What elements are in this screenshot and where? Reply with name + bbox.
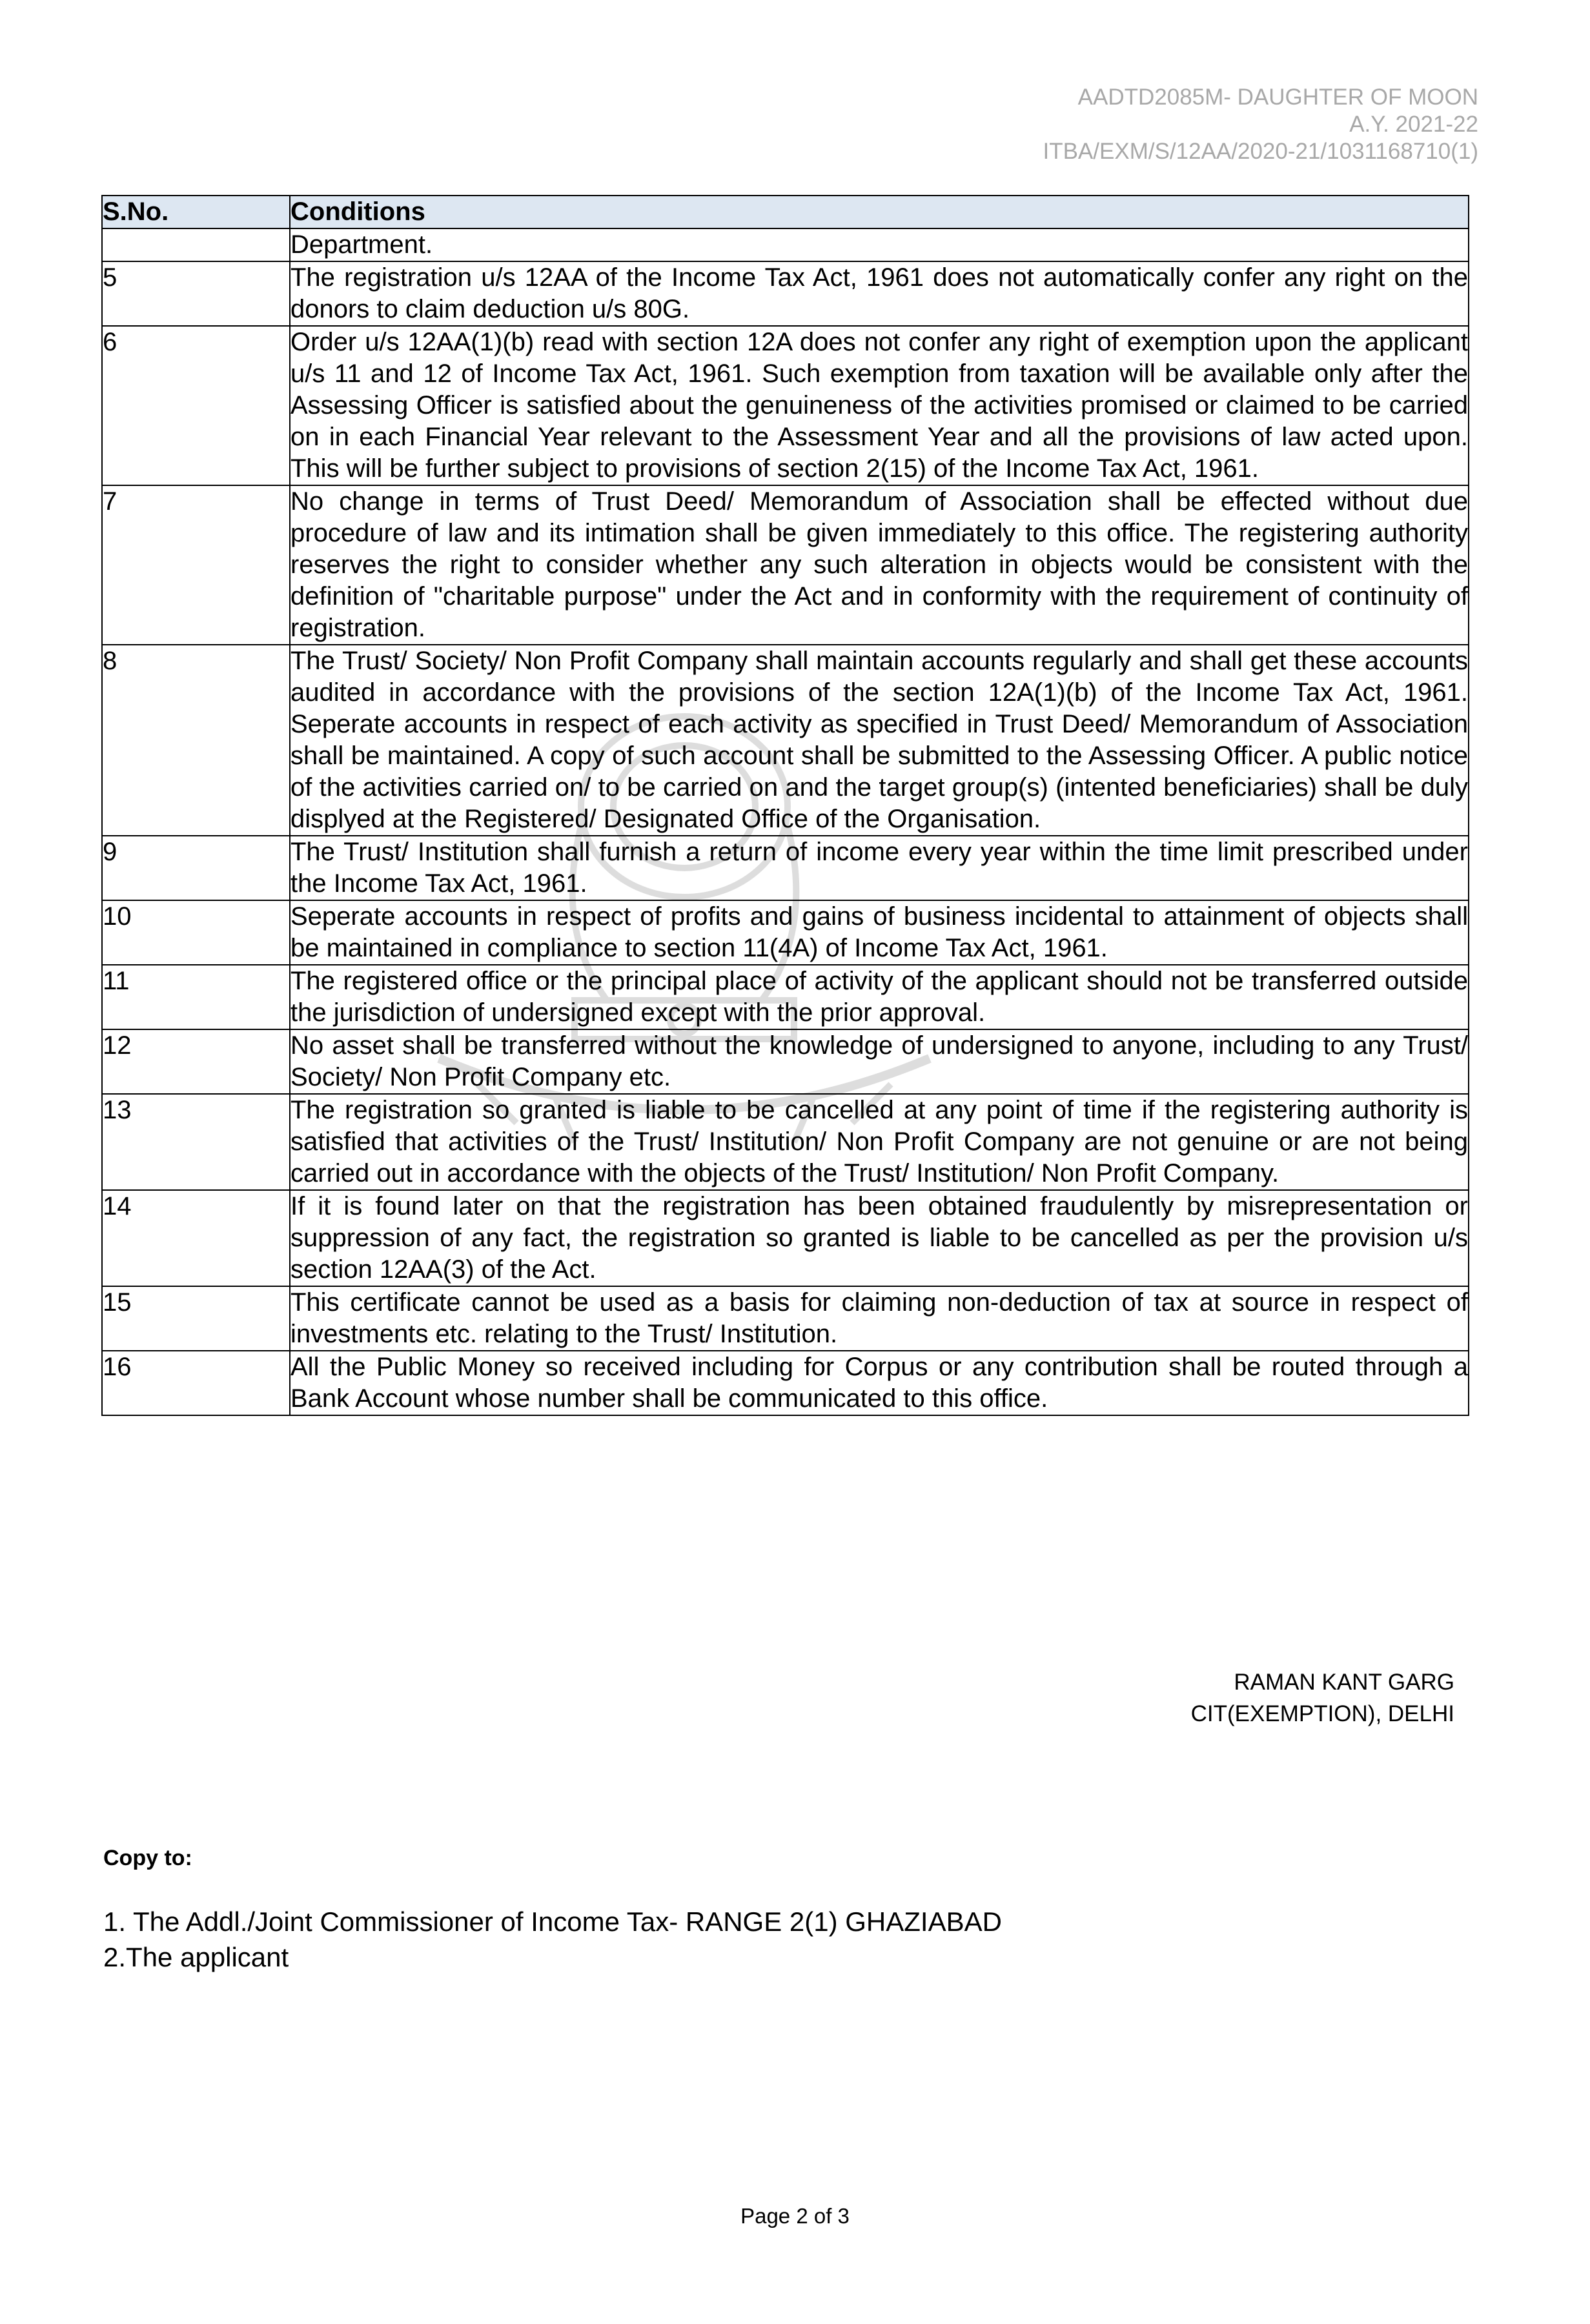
table-row bbox=[102, 900, 1469, 965]
row-sno: 9 bbox=[102, 836, 290, 900]
table-row bbox=[102, 326, 1469, 485]
conditions-table bbox=[101, 195, 1469, 1416]
row-condition-text: The registration so granted is liable to be cancelled at any point of time if the registering authority is satisfied that activities of the Trust/ Institution/ Non Profit Company are not genuine or are not being carried out in accordance with the objects of the Trust/ Institution/ Non Profit Company. bbox=[290, 1094, 1469, 1190]
row-sno: 13 bbox=[102, 1094, 290, 1190]
table-row bbox=[102, 836, 1469, 900]
row-condition-text: No asset shall be transferred without the knowledge of undersigned to anyone, including to any Trust/ Society/ Non Profit Company etc. bbox=[290, 1029, 1469, 1094]
row-condition-text: Seperate accounts in respect of profits and gains of business incidental to attainment of objects shall be maintained in compliance to section 11(4A) of Income Tax Act, 1961. bbox=[290, 900, 1469, 965]
row-sno: 6 bbox=[102, 326, 290, 485]
row-sno bbox=[102, 228, 290, 261]
row-sno: 5 bbox=[102, 261, 290, 326]
assessment-year-line: A.Y. 2021-22 bbox=[1349, 112, 1478, 137]
document-reference-header bbox=[1043, 84, 1478, 165]
table-row bbox=[102, 1029, 1469, 1094]
row-condition-text: This certificate cannot be used as a basis for claiming non-deduction of tax at source in respect of investments etc. relating to the Trust/ Institution. bbox=[290, 1286, 1469, 1351]
row-condition-text: The registered office or the principal place of activity of the applicant should not be transferred outside the jurisdiction of undersigned except with the prior approval. bbox=[290, 965, 1469, 1029]
copy-to-list bbox=[103, 1904, 1002, 1975]
row-sno: 16 bbox=[102, 1351, 290, 1415]
page-number: Page 2 of 3 bbox=[740, 2204, 850, 2228]
row-condition-text: No change in terms of Trust Deed/ Memorandum of Association shall be effected without due procedure of law and its intimation shall be given immediately to this office. The registering authority reserves the right to consider whether any such alteration in objects would be consistent with the definition of "charitable purpose" under the Act and in conformity with the requirement of continuity of registration. bbox=[290, 485, 1469, 645]
signature-block bbox=[1191, 1666, 1454, 1730]
table-row bbox=[102, 1286, 1469, 1351]
table-row bbox=[102, 228, 1469, 261]
row-condition-text: If it is found later on that the registration has been obtained fraudulently by misrepresentation or suppression of any fact, the registration so granted is liable to be cancelled as per the provision u/s section 12AA(3) of the Act. bbox=[290, 1190, 1469, 1286]
row-condition-text: All the Public Money so received including for Corpus or any contribution shall be routed through a Bank Account whose number shall be communicated to this office. bbox=[290, 1351, 1469, 1415]
table-row bbox=[102, 645, 1469, 836]
table-row bbox=[102, 1094, 1469, 1190]
signatory-designation: CIT(EXEMPTION), DELHI bbox=[1190, 1701, 1454, 1726]
copy-to-label: Copy to: bbox=[103, 1846, 192, 1870]
row-condition-text: The Trust/ Society/ Non Profit Company shall maintain accounts regularly and shall get these accounts audited in accordance with the provisions of the section 12A(1)(b) of the Income Tax Act, 1961. Seperate accounts in respect of each activity as specified in Trust Deed/ Memorandum of Association shall be maintained. A copy of such account shall be submitted to the Assessing Officer. A public notice of the activities carried on/ to be carried on and the target group(s) (intented beneficiaries) shall be duly displyed at the Registered/ Designated Office of the Organisation. bbox=[290, 645, 1469, 836]
copy-to-item: 2.The applicant bbox=[103, 1942, 289, 1972]
row-sno: 12 bbox=[102, 1029, 290, 1094]
row-condition-text: The Trust/ Institution shall furnish a return of income every year within the time limit prescribed under the Income Tax Act, 1961. bbox=[290, 836, 1469, 900]
table-row bbox=[102, 965, 1469, 1029]
row-sno: 14 bbox=[102, 1190, 290, 1286]
table-row bbox=[102, 261, 1469, 326]
sno-column-header: S.No. bbox=[102, 196, 290, 228]
pan-name-line: AADTD2085M- DAUGHTER OF MOON bbox=[1077, 85, 1478, 110]
table-row bbox=[102, 485, 1469, 645]
row-condition-text: Order u/s 12AA(1)(b) read with section 12A does not confer any right of exemption upon the applicant u/s 11 and 12 of Income Tax Act, 1961. Such exemption from taxation will be available only after the Assessing Officer is satisfied about the genuineness of the activities promised or claimed to be carried on in each Financial Year relevant to the Assessment Year and all the provisions of law acted upon. This will be further subject to provisions of section 2(15) of the Income Tax Act, 1961. bbox=[290, 326, 1469, 485]
row-condition-text: Department. bbox=[290, 228, 1469, 261]
conditions-column-header: Conditions bbox=[290, 196, 1469, 228]
row-condition-text: The registration u/s 12AA of the Income Tax Act, 1961 does not automatically confer any right on the donors to claim deduction u/s 80G. bbox=[290, 261, 1469, 326]
table-row bbox=[102, 1351, 1469, 1415]
row-sno: 7 bbox=[102, 485, 290, 645]
row-sno: 8 bbox=[102, 645, 290, 836]
row-sno: 10 bbox=[102, 900, 290, 965]
copy-to-item: 1. The Addl./Joint Commissioner of Income Tax- RANGE 2(1) GHAZIABAD bbox=[103, 1906, 1002, 1937]
table-row bbox=[102, 1190, 1469, 1286]
row-sno: 11 bbox=[102, 965, 290, 1029]
row-sno: 15 bbox=[102, 1286, 290, 1351]
conditions-table-body bbox=[102, 228, 1469, 1415]
table-header-row bbox=[102, 196, 1469, 228]
reference-number-line: ITBA/EXM/S/12AA/2020-21/1031168710(1) bbox=[1043, 139, 1478, 164]
signatory-name: RAMAN KANT GARG bbox=[1234, 1670, 1454, 1695]
